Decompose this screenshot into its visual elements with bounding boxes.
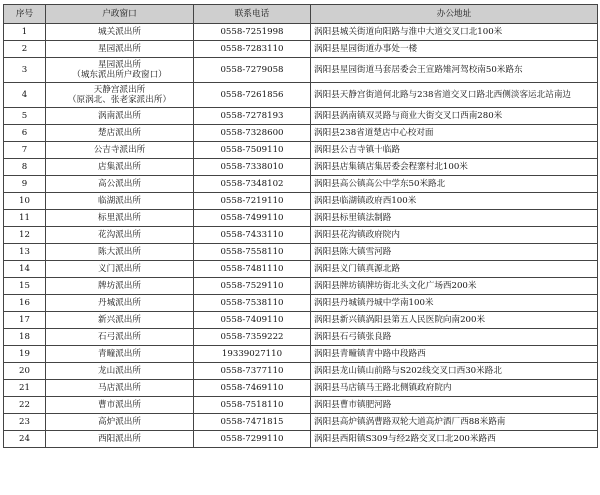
header-household-window: 户政窗口 — [46, 5, 194, 24]
cell-serial-number: 23 — [4, 414, 46, 431]
cell-serial-number: 11 — [4, 210, 46, 227]
cell-household-window — [46, 329, 194, 346]
cell-office-address: 涡阳县公吉寺镇十临路 — [311, 142, 598, 159]
cell-office-address: 涡阳县花沟镇政府院内 — [311, 227, 598, 244]
cell-serial-number: 17 — [4, 312, 46, 329]
cell-contact-phone: 0558-7279058 — [194, 58, 311, 83]
cell-office-address: 涡阳县涡南镇双灵路与商业大街交叉口西南280米 — [311, 108, 598, 125]
cell-household-window — [46, 125, 194, 142]
cell-office-address: 涡阳县丹城镇丹城中学南100米 — [311, 295, 598, 312]
cell-serial-number: 5 — [4, 108, 46, 125]
cell-contact-phone: 0558-7251998 — [194, 24, 311, 41]
table-row — [4, 346, 598, 363]
cell-household-window — [46, 261, 194, 278]
cell-serial-number: 14 — [4, 261, 46, 278]
table-body — [4, 24, 598, 448]
cell-household-window — [46, 24, 194, 41]
cell-contact-phone: 0558-7558110 — [194, 244, 311, 261]
cell-serial-number: 2 — [4, 41, 46, 58]
cell-office-address: 涡阳县牌坊镇牌坊街北头文化广场西200米 — [311, 278, 598, 295]
cell-contact-phone: 0558-7499110 — [194, 210, 311, 227]
table-row — [4, 176, 598, 193]
cell-household-window — [46, 431, 194, 448]
table-row — [4, 58, 598, 83]
cell-contact-phone: 0558-7359222 — [194, 329, 311, 346]
cell-contact-phone: 0558-7433110 — [194, 227, 311, 244]
table-row — [4, 108, 598, 125]
window-name: 高公派出所 — [98, 179, 141, 189]
header-office-address: 办公地址 — [311, 5, 598, 24]
window-name: 城关派出所 — [98, 27, 141, 37]
cell-serial-number: 24 — [4, 431, 46, 448]
cell-office-address: 涡阳县天静宫街道何北路与238省道交叉口路北西侧淡客运北站南边 — [311, 83, 598, 108]
window-name: 楚店派出所 — [98, 128, 141, 138]
window-name: 石弓派出所 — [98, 332, 141, 342]
table-row — [4, 24, 598, 41]
window-name: 涡南派出所 — [98, 111, 141, 121]
cell-contact-phone: 0558-7509110 — [194, 142, 311, 159]
cell-household-window — [46, 346, 194, 363]
cell-serial-number: 7 — [4, 142, 46, 159]
window-note: （城东派出所户政窗口） — [72, 70, 167, 80]
table-row — [4, 244, 598, 261]
cell-serial-number: 10 — [4, 193, 46, 210]
cell-household-window — [46, 83, 194, 108]
cell-office-address: 涡阳县星园街道办事处一楼 — [311, 41, 598, 58]
cell-office-address: 涡阳县高公镇高公中学东50米路北 — [311, 176, 598, 193]
table-row — [4, 431, 598, 448]
cell-serial-number: 22 — [4, 397, 46, 414]
table-row — [4, 278, 598, 295]
cell-serial-number: 8 — [4, 159, 46, 176]
cell-serial-number: 21 — [4, 380, 46, 397]
window-name: 丹城派出所 — [98, 298, 141, 308]
cell-household-window — [46, 397, 194, 414]
table-row — [4, 380, 598, 397]
window-name: 标里派出所 — [98, 213, 141, 223]
window-name: 花沟派出所 — [98, 230, 141, 240]
cell-office-address: 涡阳县西阳镇S309与经2路交叉口北200米路西 — [311, 431, 598, 448]
cell-household-window — [46, 176, 194, 193]
cell-office-address: 涡阳县星园街道马套居委会王宣路雉河驾校南50米路东 — [311, 58, 598, 83]
table-header — [4, 5, 598, 24]
cell-household-window — [46, 193, 194, 210]
cell-contact-phone: 0558-7481110 — [194, 261, 311, 278]
header-row — [4, 5, 598, 24]
cell-office-address: 涡阳县新兴镇涡阳县第五人民医院向南200米 — [311, 312, 598, 329]
cell-contact-phone: 0558-7278193 — [194, 108, 311, 125]
cell-office-address: 涡阳县青疃镇青中路中段路西 — [311, 346, 598, 363]
cell-household-window — [46, 363, 194, 380]
table-row — [4, 125, 598, 142]
cell-household-window — [46, 159, 194, 176]
cell-office-address: 涡阳县店集镇店集居委会程寨村北100米 — [311, 159, 598, 176]
cell-office-address: 涡阳县标里镇法制路 — [311, 210, 598, 227]
cell-contact-phone: 0558-7538110 — [194, 295, 311, 312]
cell-household-window — [46, 244, 194, 261]
table-row — [4, 261, 598, 278]
cell-household-window — [46, 58, 194, 83]
cell-serial-number: 12 — [4, 227, 46, 244]
cell-household-window — [46, 414, 194, 431]
header-contact-phone: 联系电话 — [194, 5, 311, 24]
table-row — [4, 159, 598, 176]
cell-contact-phone: 0558-7529110 — [194, 278, 311, 295]
window-name: 星园派出所 — [98, 60, 141, 70]
cell-serial-number: 4 — [4, 83, 46, 108]
window-name: 公吉寺派出所 — [93, 145, 146, 155]
table-row — [4, 397, 598, 414]
cell-serial-number: 6 — [4, 125, 46, 142]
cell-serial-number: 15 — [4, 278, 46, 295]
window-name: 高炉派出所 — [98, 417, 141, 427]
cell-serial-number: 18 — [4, 329, 46, 346]
window-name: 天静宫派出所 — [93, 85, 146, 95]
cell-serial-number: 3 — [4, 58, 46, 83]
table-row — [4, 227, 598, 244]
cell-contact-phone: 0558-7409110 — [194, 312, 311, 329]
window-name: 店集派出所 — [98, 162, 141, 172]
cell-contact-phone: 0558-7518110 — [194, 397, 311, 414]
cell-contact-phone: 0558-7261856 — [194, 83, 311, 108]
window-name: 星园派出所 — [98, 44, 141, 54]
table-row — [4, 312, 598, 329]
window-name: 马店派出所 — [98, 383, 141, 393]
cell-office-address: 涡阳县临湖镇政府西100米 — [311, 193, 598, 210]
cell-serial-number: 9 — [4, 176, 46, 193]
table-row — [4, 142, 598, 159]
cell-contact-phone: 0558-7283110 — [194, 41, 311, 58]
table-row — [4, 329, 598, 346]
cell-contact-phone: 0558-7328600 — [194, 125, 311, 142]
cell-office-address: 涡阳县义门镇真源北路 — [311, 261, 598, 278]
window-name: 义门派出所 — [98, 264, 141, 274]
cell-household-window — [46, 108, 194, 125]
cell-contact-phone: 0558-7471815 — [194, 414, 311, 431]
window-name: 龙山派出所 — [98, 366, 141, 376]
cell-household-window — [46, 142, 194, 159]
cell-serial-number: 16 — [4, 295, 46, 312]
cell-household-window — [46, 210, 194, 227]
cell-serial-number: 19 — [4, 346, 46, 363]
cell-household-window — [46, 278, 194, 295]
police-office-table — [3, 4, 598, 448]
table-row — [4, 414, 598, 431]
window-name: 西阳派出所 — [98, 434, 141, 444]
cell-serial-number: 20 — [4, 363, 46, 380]
cell-office-address: 涡阳县石弓镇张良路 — [311, 329, 598, 346]
table-row — [4, 41, 598, 58]
cell-office-address: 涡阳县马店镇马王路北侧镇政府院内 — [311, 380, 598, 397]
police-office-table-container — [3, 4, 597, 448]
cell-household-window — [46, 312, 194, 329]
cell-office-address: 涡阳县城关街道向阳路与淮中大道交叉口北100米 — [311, 24, 598, 41]
window-name: 牌坊派出所 — [98, 281, 141, 291]
window-name: 临湖派出所 — [98, 196, 141, 206]
cell-office-address: 涡阳县龙山镇山前路与S202线交叉口西30米路北 — [311, 363, 598, 380]
cell-contact-phone: 0558-7338010 — [194, 159, 311, 176]
cell-household-window — [46, 41, 194, 58]
cell-office-address: 涡阳县高炉镇涡曹路双轮大道高炉酒厂西88米路南 — [311, 414, 598, 431]
cell-serial-number: 13 — [4, 244, 46, 261]
cell-contact-phone: 0558-7469110 — [194, 380, 311, 397]
table-row — [4, 210, 598, 227]
window-note: （原涡北、张老家派出所） — [67, 95, 172, 105]
cell-household-window — [46, 295, 194, 312]
cell-office-address: 涡阳县陈大镇雪河路 — [311, 244, 598, 261]
header-serial-number: 序号 — [4, 5, 46, 24]
window-name: 陈大派出所 — [98, 247, 141, 257]
cell-household-window — [46, 227, 194, 244]
cell-contact-phone: 0558-7299110 — [194, 431, 311, 448]
table-row — [4, 295, 598, 312]
window-name: 青疃派出所 — [98, 349, 141, 359]
table-row — [4, 193, 598, 210]
cell-contact-phone: 0558-7348102 — [194, 176, 311, 193]
cell-contact-phone: 0558-7219110 — [194, 193, 311, 210]
cell-contact-phone: 0558-7377110 — [194, 363, 311, 380]
cell-contact-phone: 19339027110 — [194, 346, 311, 363]
table-row — [4, 363, 598, 380]
cell-office-address: 涡阳县曹市镇肥河路 — [311, 397, 598, 414]
cell-household-window — [46, 380, 194, 397]
window-name: 新兴派出所 — [98, 315, 141, 325]
window-name: 曹市派出所 — [98, 400, 141, 410]
table-row — [4, 83, 598, 108]
cell-serial-number: 1 — [4, 24, 46, 41]
cell-office-address: 涡阳县238省道楚店中心校对面 — [311, 125, 598, 142]
